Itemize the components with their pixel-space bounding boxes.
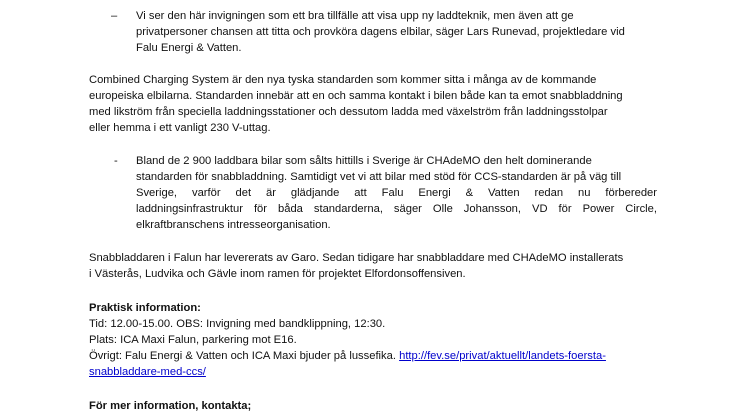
contact-heading: För mer information, kontakta; xyxy=(89,400,252,412)
quote-dash: – xyxy=(111,10,118,22)
quote1-line-3: Falu Energi & Vatten. xyxy=(136,42,242,54)
quote-dash: - xyxy=(114,155,118,167)
quote2-line-4: laddningsinfrastruktur för båda standarderna, säger Olle Johansson, VD för Power Circle, xyxy=(136,203,657,215)
quote2-line-5: elkraftbranschens intresseorganisation. xyxy=(136,219,331,231)
practical-place: Plats: ICA Maxi Falun, parkering mot E16. xyxy=(89,334,297,346)
event-link-continued[interactable]: snabbladdare-med-ccs/ xyxy=(89,366,206,378)
quote2-line-3: Sverige, varför det är glädjande att Falu Energi & Vatten redan nu förbereder xyxy=(136,187,657,199)
para2-line-2: i Västerås, Ludvika och Gävle inom ramen för projektet Elfordonsoffensiven. xyxy=(89,268,466,280)
practical-link-line-2 xyxy=(89,364,206,380)
para1-line-1: Combined Charging System är den nya tyska standarden som kommer sitta i många av de kommande xyxy=(89,74,597,86)
practical-other-text: Övrigt: Falu Energi & Vatten och ICA Maxi bjuder på lussefika. xyxy=(89,350,400,362)
practical-heading: Praktisk information: xyxy=(89,302,201,314)
quote2-line-2: standarden för snabbladdning. Samtidigt vet vi att bilar med stöd för CCS-standarden är på väg till xyxy=(136,171,622,183)
para1-line-3: med likström från speciella laddningsstationer och dessutom ladda med växelström från laddningsstolpar xyxy=(89,106,608,118)
quote2-line-1: Bland de 2 900 laddbara bilar som sålts hittills i Sverige är CHAdeMO den helt dominerande xyxy=(136,155,592,167)
practical-time: Tid: 12.00-15.00. OBS: Invigning med bandklippning, 12:30. xyxy=(89,318,386,330)
practical-other xyxy=(89,348,606,364)
event-link[interactable]: http://fev.se/privat/aktuellt/landets-foersta- xyxy=(399,350,606,362)
quote1-line-2: privatpersoner chansen att titta och provköra dagens elbilar, säger Lars Runevad, projektledare vid xyxy=(136,26,625,38)
para2-line-1: Snabbladdaren i Falun har levererats av Garo. Sedan tidigare har snabbladdare med CHAdeMO installerats xyxy=(89,252,624,264)
para1-line-2: europeiska elbilarna. Standarden innebär att en och samma kontakt i bilen både kan ta emot snabbladdning xyxy=(89,90,623,102)
quote1-line-1: Vi ser den här invigningen som ett bra tillfälle att visa upp ny laddteknik, men även att ge xyxy=(136,10,574,22)
para1-line-4: eller hemma i ett vanligt 230 V-uttag. xyxy=(89,122,271,134)
